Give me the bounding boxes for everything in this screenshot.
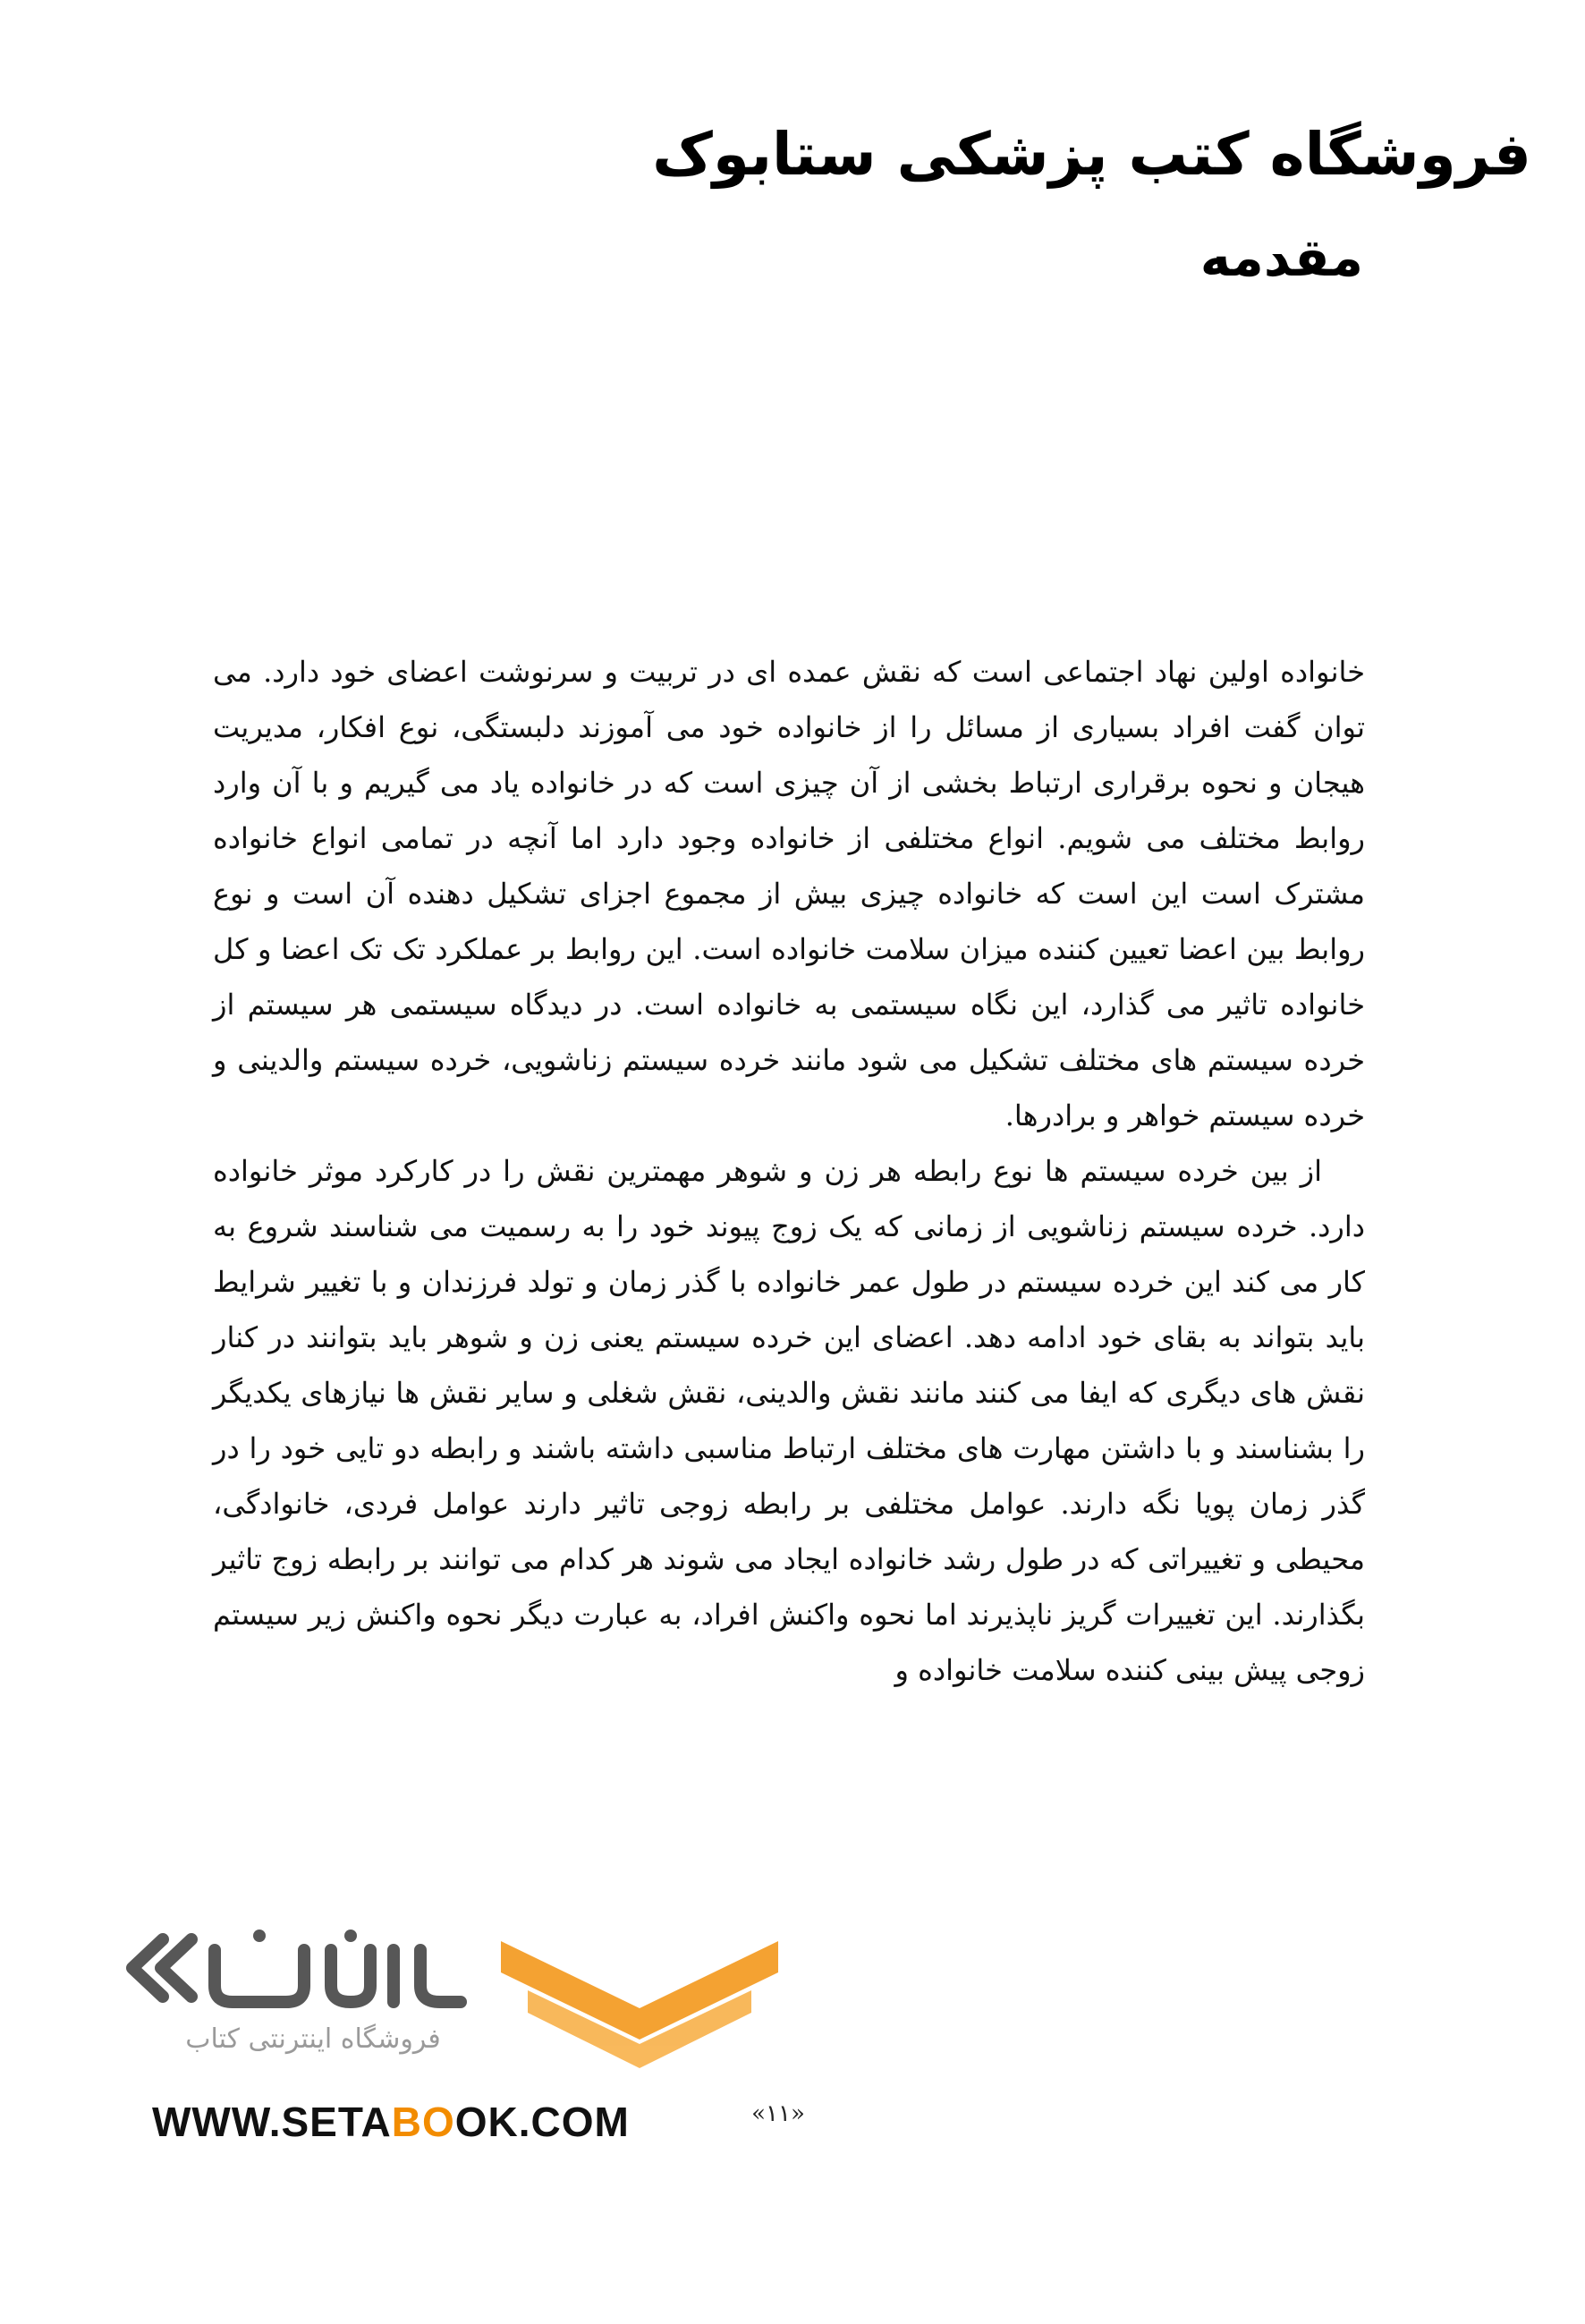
paragraph-1: خانواده اولین نهاد اجتماعی است که نقش عمده ای در تربیت و سرنوشت اعضای خود دارد. می توان گفت افراد بسیاری از مسائل را از خانواده خود می آموزند دلبستگی، نوع افکار، مدیریت هیجان و نحوه برقراری ارتباط بخشی از آن چیزی است که در خانواده یاد می گیریم و با آن وارد روابط مختلف می شویم. انواع مختلفی از خانواده وجود دارد اما آنچه در تمامی انواع خانواده مشترک است این است که خانواده چیزی بیش از مجموع اجزای تشکیل دهنده آن است و نوع روابط بین اعضا تعیین کننده میزان سلامت خانواده است. این روابط بر عملکرد تک تک اعضا و کل خانواده تاثیر می گذارد، این نگاه سیستمی به خانواده است. در دیدگاه سیستمی هر سیستم از خرده سیستم های مختلف تشکیل می شود مانند خرده سیستم زناشویی، خرده سیستم والدینی و خرده سیستم خواهر و برادرها. bbox=[213, 655, 1366, 1132]
chapter-title: مقدمه bbox=[1199, 227, 1363, 288]
setabook-watermark bbox=[116, 1923, 796, 2075]
book-chevron-logo-icon bbox=[492, 1923, 787, 2075]
watermark-tagline: فروشگاه اینترنتی کتاب bbox=[185, 2023, 441, 2055]
website-url bbox=[152, 2098, 630, 2146]
page-number: «۱۱» bbox=[751, 2100, 805, 2127]
brand-wordmark-icon bbox=[116, 1923, 474, 2022]
website-accent: BO bbox=[391, 2099, 455, 2145]
paragraph-2: از بین خرده سیستم ها نوع رابطه هر زن و شوهر مهمترین نقش را در کارکرد موثر خانواده دارد. خرده سیستم زناشویی از زمانی که یک زوج پیوند خود را به رسمیت می شناسند شروع به کار می کند این خرده سیستم در طول عمر خانواده با گذر زمان و تولد فرزندان و با تغییر شرایط باید بتواند به بقای خود ادامه دهد. اعضای این خرده سیستم یعنی زن و شوهر باید بتوانند در کنار نقش های دیگری که ایفا می کنند مانند نقش والدینی، نقش شغلی و سایر نقش ها نیازهای یکدیگر را بشناسند و با داشتن مهارت های مختلف ارتباط مناسبی داشته باشند و رابطه دو تایی خود را در گذر زمان پویا نگه دارند. عوامل مختلفی بر رابطه زوجی تاثیر دارند عوامل فردی، خانوادگی، محیطی و تغییراتی که در طول رشد خانواده ایجاد می شوند هر کدام می توانند بر رابطه زوج تاثیر بگذارند. این تغییرات گریز ناپذیرند اما نحوه واکنش افراد، به عبارت دیگر نحوه واکنش زیر سیستم زوجی پیش بینی کننده سلامت خانواده و bbox=[213, 1154, 1366, 1687]
website-prefix: WWW.SETA bbox=[152, 2099, 392, 2145]
website-suffix: OK.COM bbox=[454, 2099, 630, 2145]
body-text bbox=[213, 644, 1365, 1698]
store-title: فروشگاه کتب پزشکی ستابوک bbox=[652, 120, 1531, 189]
